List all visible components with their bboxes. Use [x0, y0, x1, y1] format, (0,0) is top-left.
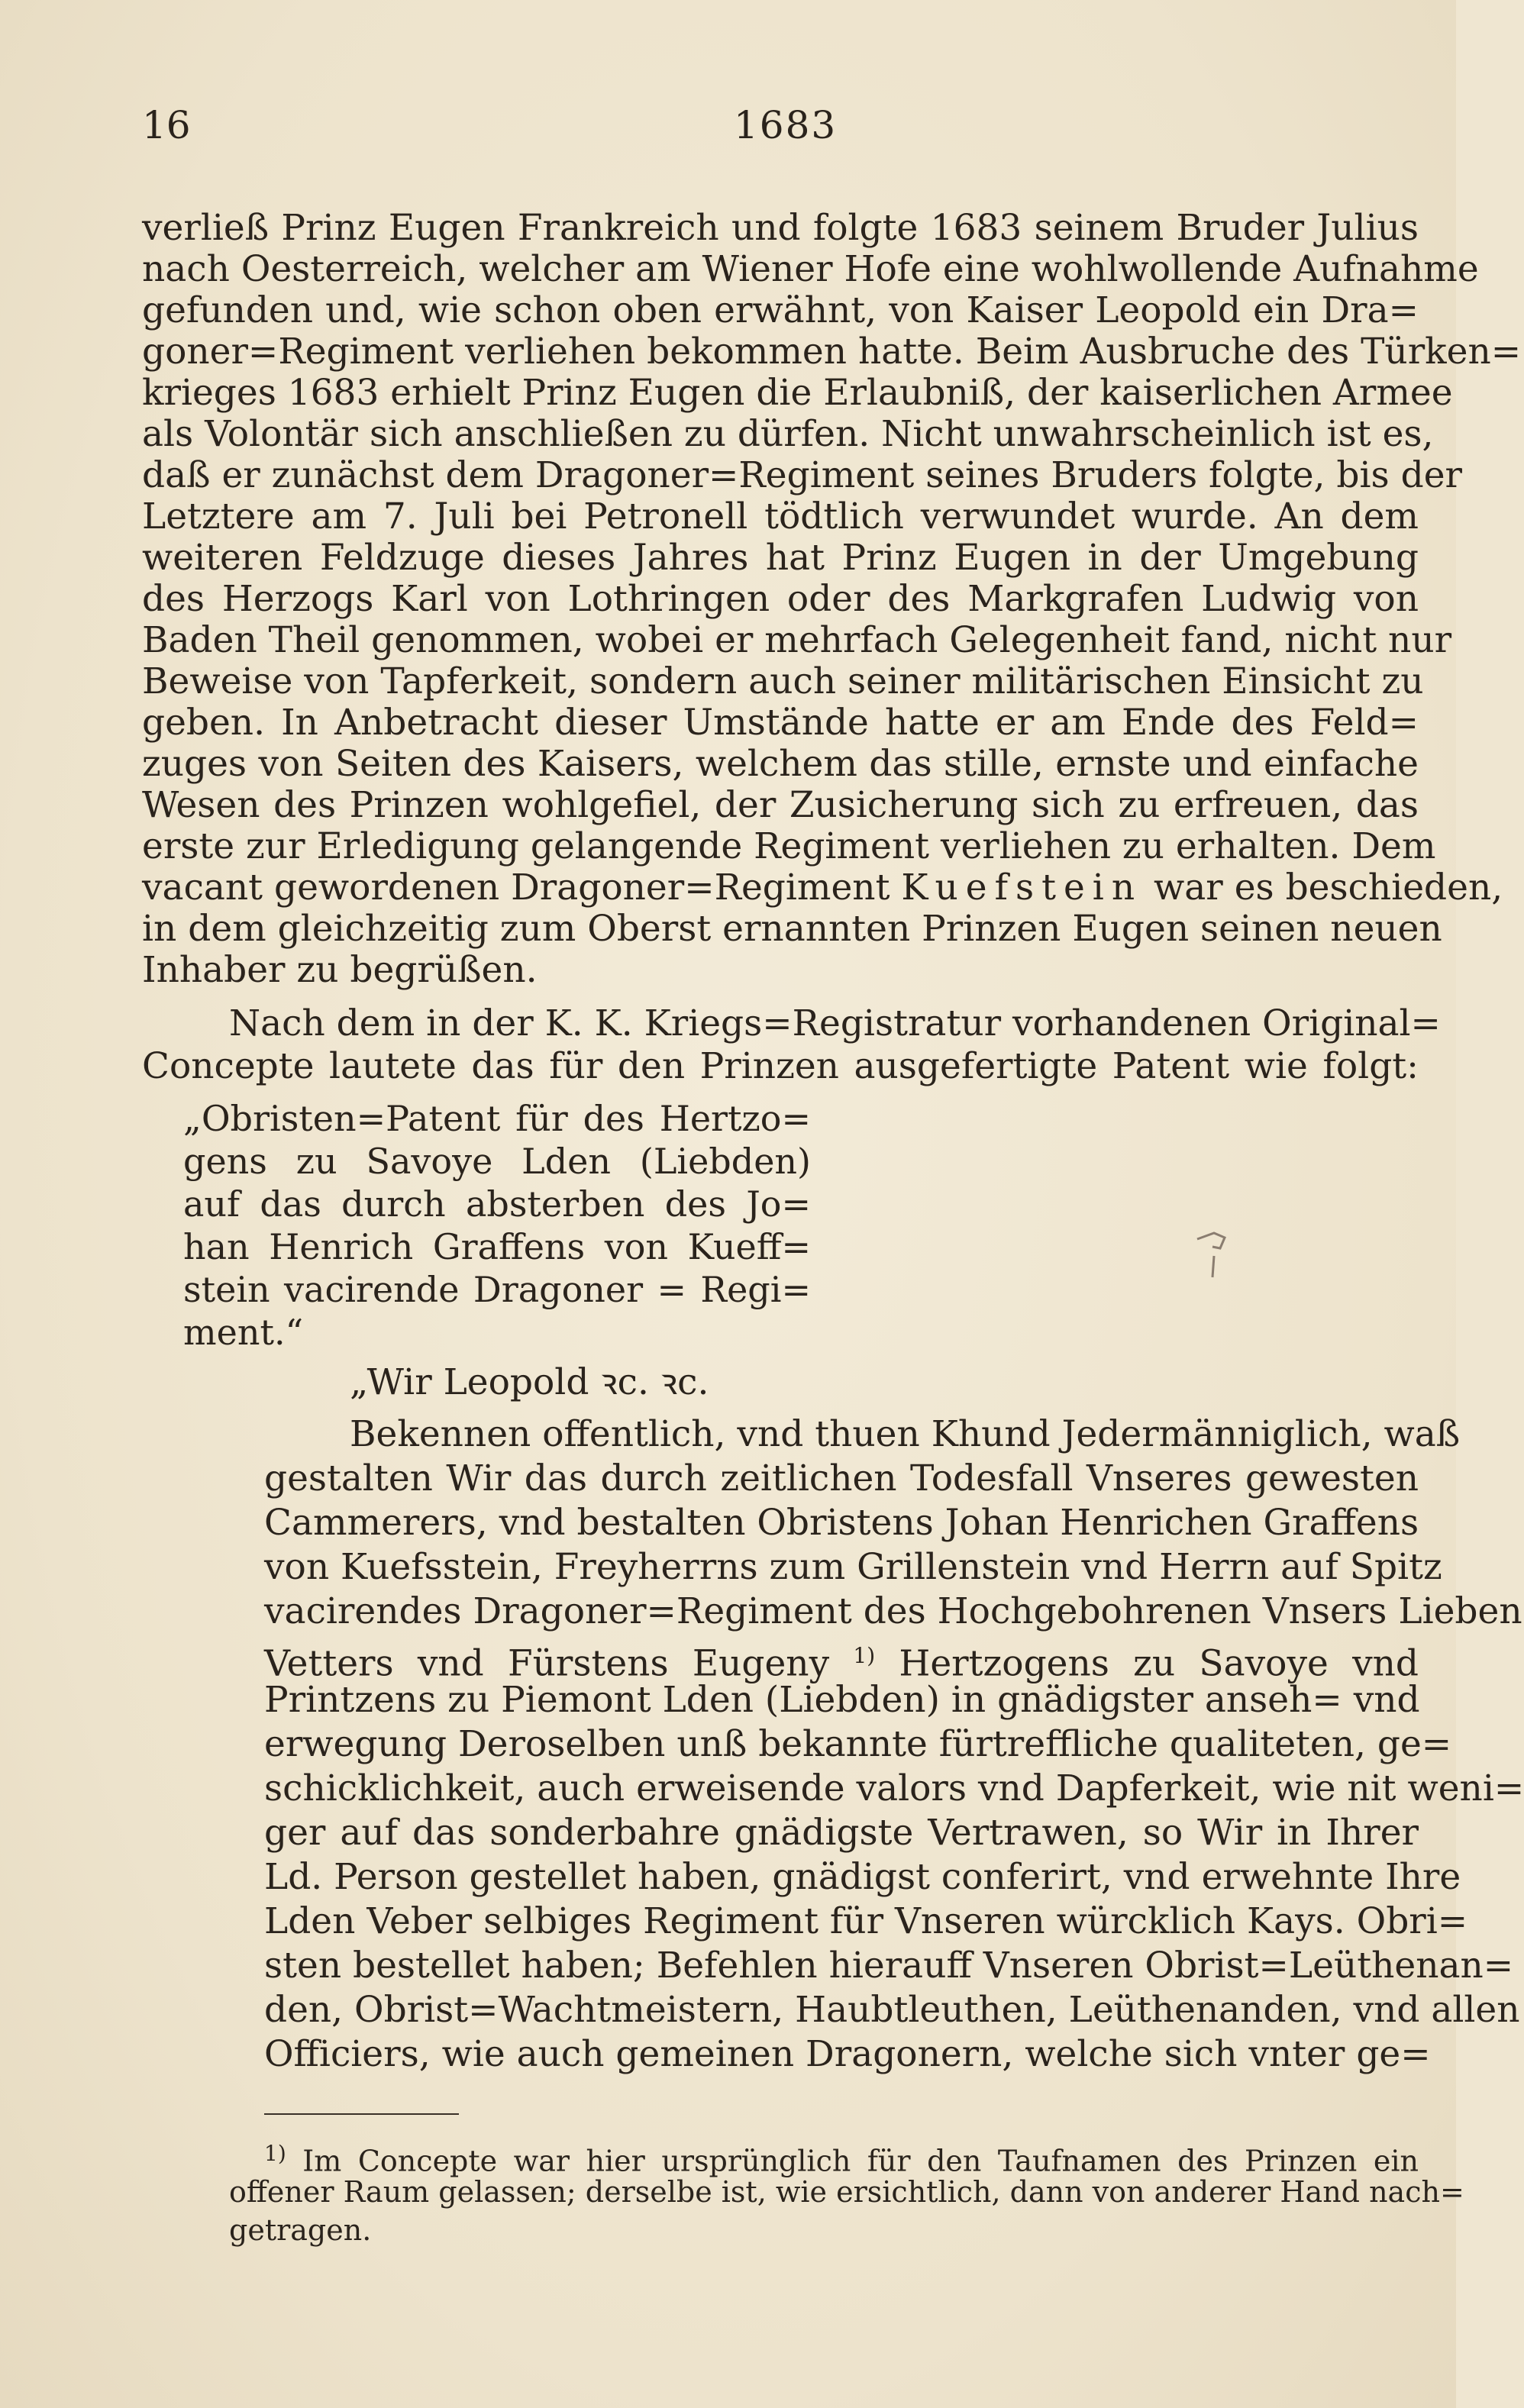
patent-heading-line: auf das durch absterben des Jo= — [183, 1183, 811, 1225]
text-line: Beweise von Tapferkeit, sondern auch seiner militärischen Einsicht zu — [142, 660, 1424, 702]
footnote-line: offener Raum gelassen; derselbe ist, wie ersichtlich, dann von anderer Hand nach= — [229, 2175, 1464, 2209]
text-line: Letztere am 7. Juli bei Petronell tödtlich verwundet wurde. An dem — [142, 495, 1419, 537]
salutation: „Wir Leopold ꝛc. ꝛc. — [350, 1361, 709, 1403]
text-segment: vacant gewordenen Dragoner=Regiment — [142, 867, 890, 909]
text-line: Nach dem in der K. K. Kriegs=Registratur vorhandenen Original= — [229, 1002, 1441, 1044]
text-line: verließ Prinz Eugen Frankreich und folgte 1683 seinem Bruder Julius — [142, 207, 1419, 249]
pencil-mark-icon — [1191, 1225, 1245, 1286]
footnote-line: getragen. — [229, 2213, 372, 2247]
patent-heading-line: stein vacirende Dragoner = Regi= — [183, 1269, 811, 1310]
text-line: in dem gleichzeitig zum Oberst ernannten Prinzen Eugen seinen neuen — [142, 908, 1442, 950]
quote-line: schicklichkeit, auch erweisende valors vnd Dapferkeit, wie nit weni= — [264, 1767, 1524, 1809]
quote-line: sten bestellet haben; Befehlen hierauff Vnseren Obrist=Leüthenan= — [264, 1945, 1514, 1987]
text-segment: Vetters vnd Fürstens Eugeny — [264, 1642, 830, 1685]
text-line: geben. In Anbetracht dieser Umstände hatte er am Ende des Feld= — [142, 702, 1419, 744]
quote-line: vacirendes Dragoner=Regiment des Hochgebohrenen Vnsers Lieben — [264, 1590, 1522, 1632]
quote-line: von Kuefsstein, Freyherrns zum Grillenstein vnd Herrn auf Spitz — [264, 1546, 1442, 1588]
patent-heading-line: ment.“ — [183, 1312, 304, 1353]
text-line: gefunden und, wie schon oben erwähnt, von Kaiser Leopold ein Dra= — [142, 289, 1419, 331]
text-line: erste zur Erledigung gelangende Regiment verliehen zu erhalten. Dem — [142, 825, 1436, 867]
footnote-marker: 1) — [264, 2141, 286, 2166]
page-number: 16 — [142, 103, 191, 147]
quote-line: Lden Veber selbiges Regiment für Vnseren würcklich Kays. Obri= — [264, 1900, 1468, 1942]
quote-line: gestalten Wir das durch zeitlichen Todesfall Vnseres gewesten — [264, 1457, 1419, 1499]
text-segment: war es beschieden, — [1154, 867, 1503, 909]
text-line: als Volontär sich anschließen zu dürfen. Nicht unwahrscheinlich ist es, — [142, 413, 1434, 455]
footnote-divider — [264, 2113, 459, 2115]
text-line: Baden Theil genommen, wobei er mehrfach Gelegenheit fand, nicht nur — [142, 619, 1452, 661]
patent-heading-line: han Henrich Graffens von Kueff= — [183, 1226, 811, 1267]
footnote-reference[interactable]: 1) — [853, 1643, 876, 1668]
quote-line: Officiers, wie auch gemeinen Dragonern, welche sich vnter ge= — [264, 2033, 1431, 2075]
quote-line: ger auf das sonderbahre gnädigste Vertrawen, so Wir in Ihrer — [264, 1812, 1419, 1854]
text-line: Inhaber zu begrüßen. — [142, 949, 538, 991]
text-line: zuges von Seiten des Kaisers, welchem das stille, ernste und einfache — [142, 743, 1419, 785]
quote-line: erwegung Deroselben unß bekannte fürtreffliche qualiteten, ge= — [264, 1723, 1452, 1765]
text-line: nach Oesterreich, welcher am Wiener Hofe eine wohlwollende Aufnahme — [142, 248, 1479, 290]
page-header — [142, 103, 1417, 149]
text-line: Wesen des Prinzen wohlgefiel, der Zusicherung sich zu erfreuen, das — [142, 784, 1419, 826]
spaced-name: Kuefstein — [901, 867, 1143, 909]
text-line: Concepte lautete das für den Prinzen ausgefertigte Patent wie folgt: — [142, 1045, 1419, 1087]
text-line: krieges 1683 erhielt Prinz Eugen die Erlaubniß, der kaiserlichen Armee — [142, 372, 1453, 414]
text-line: daß er zunächst dem Dragoner=Regiment seines Bruders folgte, bis der — [142, 454, 1462, 496]
text-segment: Hertzogens zu Savoye vnd — [899, 1642, 1419, 1685]
running-head-year: 1683 — [734, 103, 838, 147]
patent-heading-line: „Obristen=Patent für des Hertzo= — [183, 1098, 811, 1139]
footnote-text: Im Concepte war hier ursprünglich für den Taufnamen des Prinzen ein — [302, 2144, 1419, 2178]
quote-line: Ld. Person gestellet haben, gnädigst conferirt, vnd erwehnte Ihre — [264, 1856, 1461, 1898]
quote-line: den, Obrist=Wachtmeistern, Haubtleuthen, Leüthenanden, vnd allen — [264, 1989, 1520, 2031]
quote-line: Cammerers, vnd bestalten Obristens Johan Henrichen Graffens — [264, 1502, 1419, 1544]
text-line: weiteren Feldzuge dieses Jahres hat Prinz Eugen in der Umgebung — [142, 537, 1419, 579]
patent-heading-line: gens zu Savoye Lden (Liebden) — [183, 1141, 811, 1182]
quote-line: Printzens zu Piemont Lden (Liebden) in gnädigster anseh= vnd — [264, 1679, 1420, 1721]
quote-line: Bekennen offentlich, vnd thuen Khund Jedermänniglich, waß — [350, 1413, 1461, 1455]
text-line — [142, 864, 1503, 912]
text-line: goner=Regiment verliehen bekommen hatte. Beim Ausbruche des Türken= — [142, 331, 1522, 373]
text-line: des Herzogs Karl von Lothringen oder des Markgrafen Ludwig von — [142, 578, 1419, 620]
